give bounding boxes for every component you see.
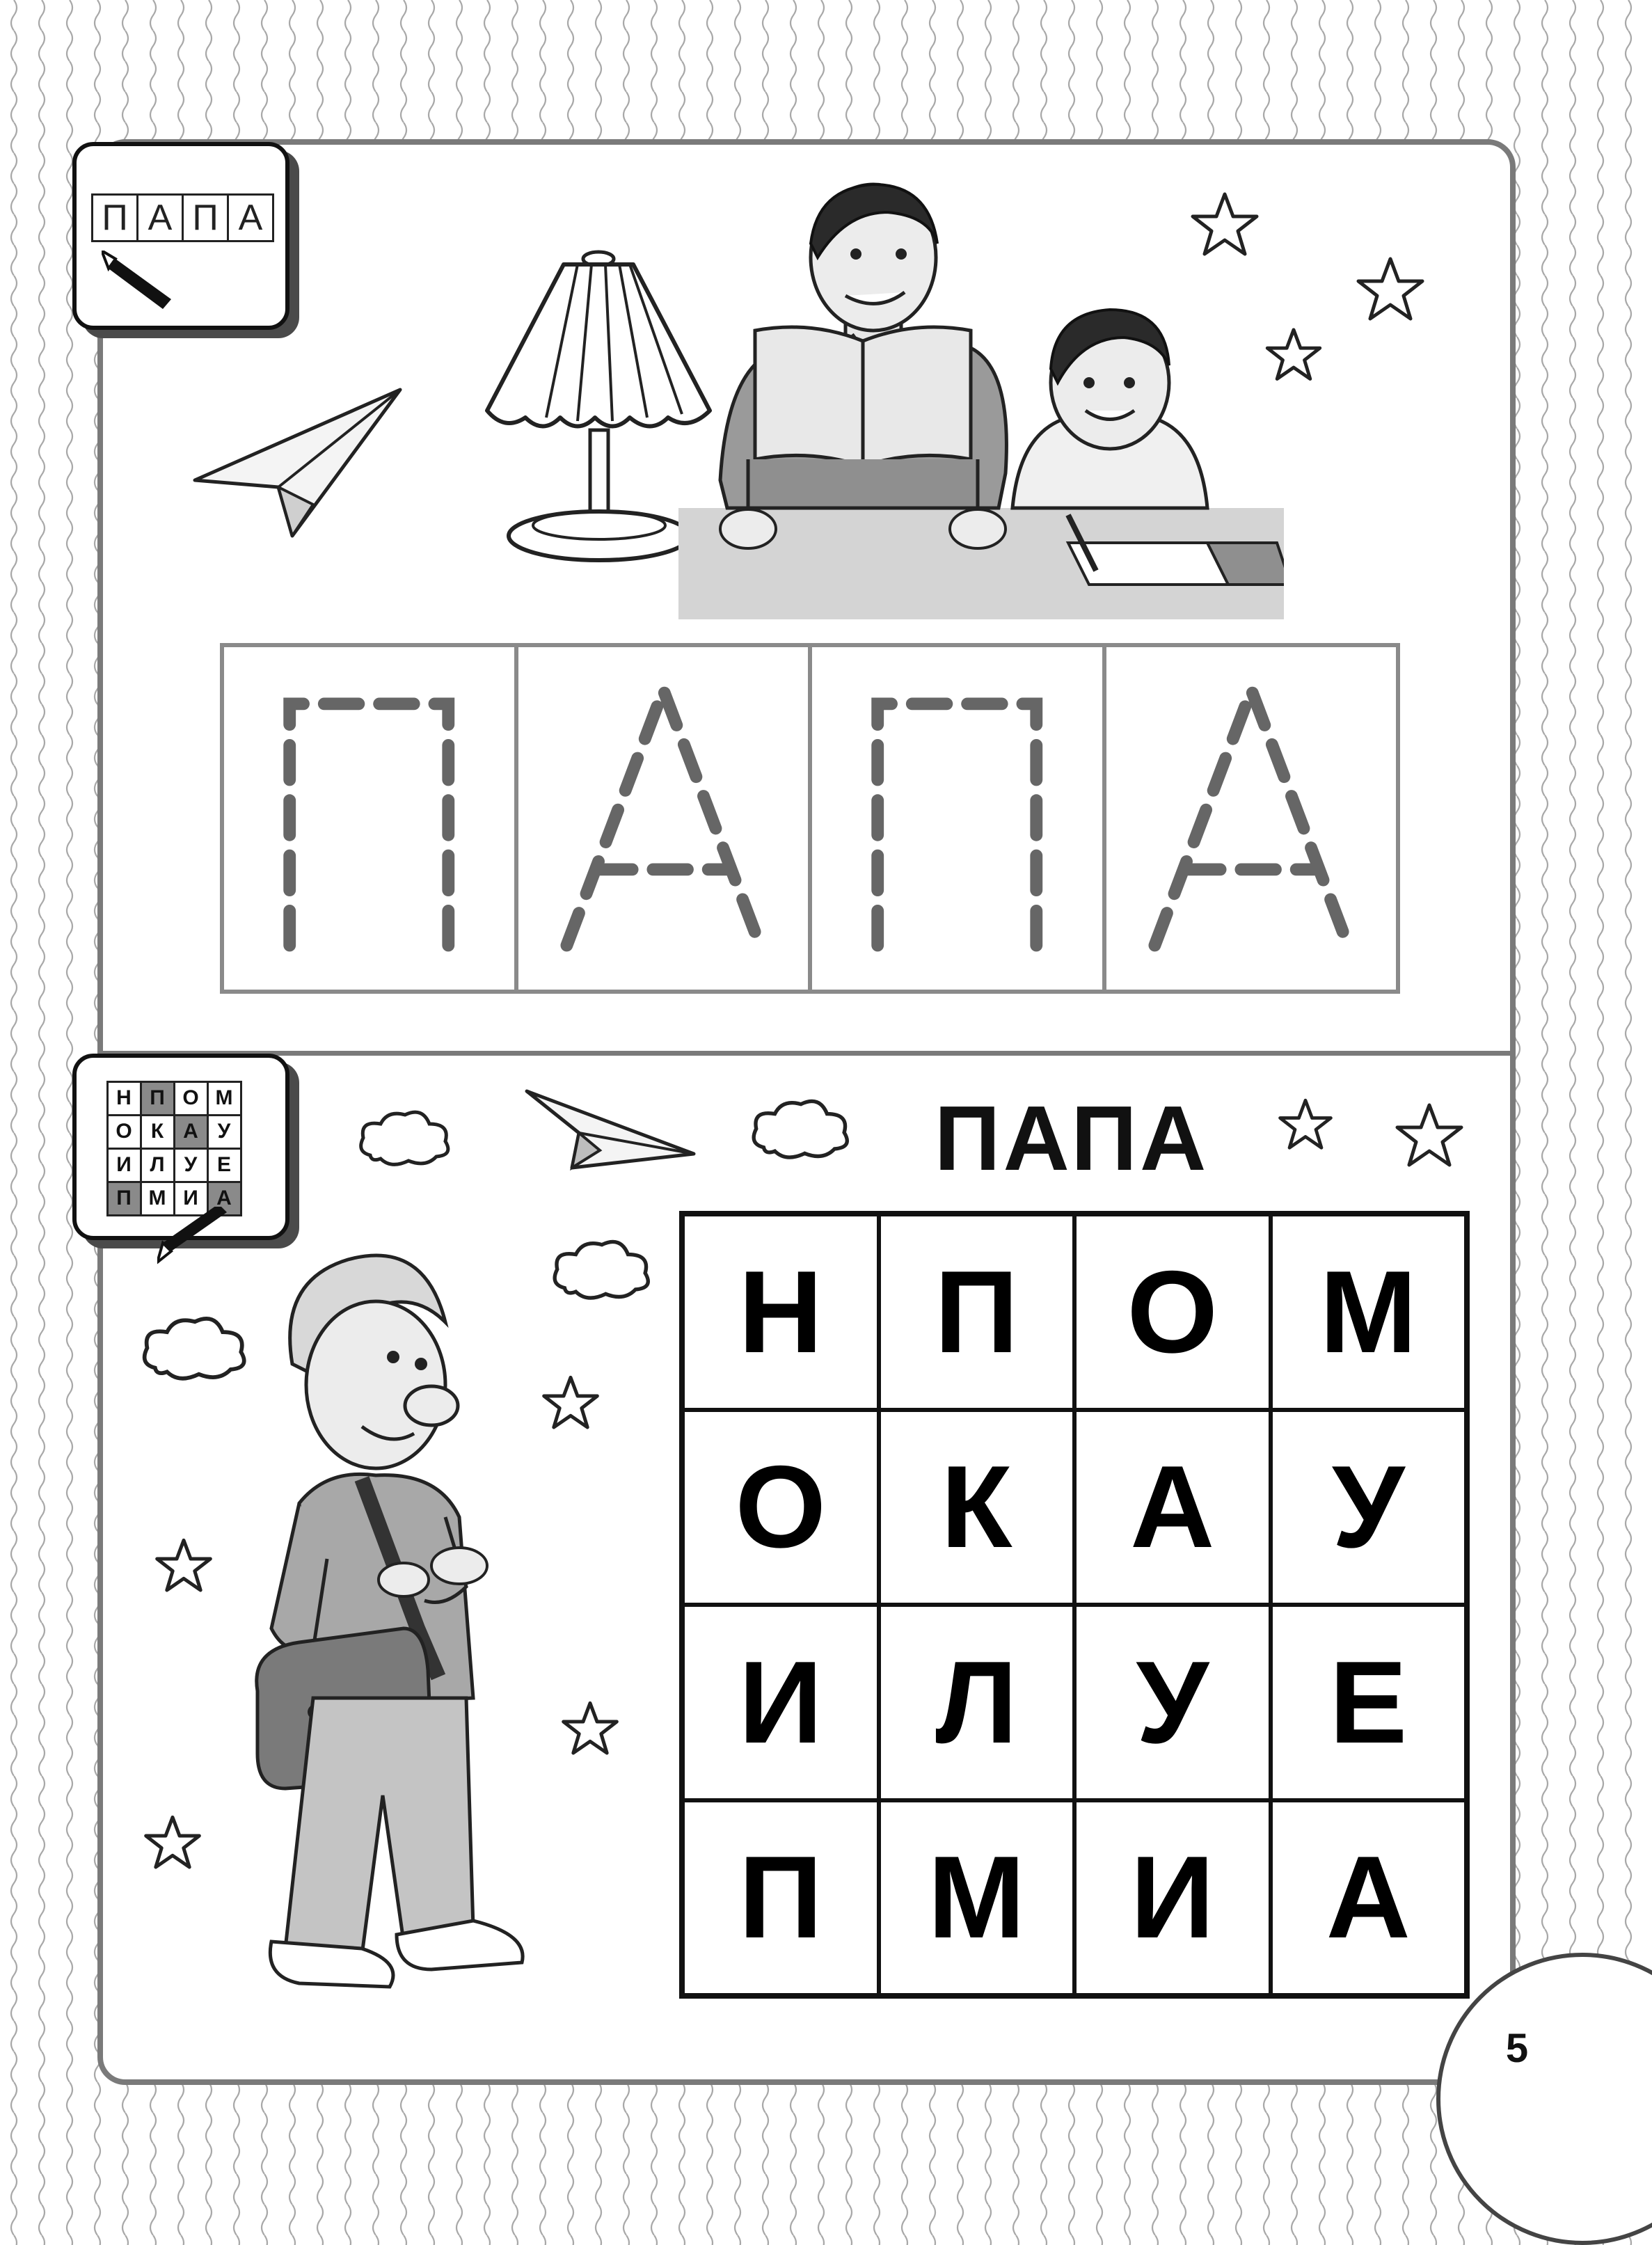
task-badge-word-search — [72, 1054, 289, 1240]
grid-cell[interactable]: П — [879, 1214, 1075, 1410]
pencil-icon — [157, 1207, 241, 1269]
page-number: 5 — [1505, 2026, 1529, 2071]
star-icon — [143, 1815, 202, 1871]
mini-cell: О — [106, 1114, 142, 1150]
grid-cell[interactable]: А — [1074, 1410, 1271, 1605]
mini-letter-grid — [107, 1081, 241, 1215]
star-icon — [154, 1538, 213, 1594]
mini-cell: И — [106, 1148, 142, 1183]
mini-letter: П — [182, 193, 229, 242]
pencil-icon — [102, 251, 185, 313]
star-icon — [1356, 256, 1425, 323]
paper-plane-illustration — [188, 383, 411, 550]
mini-cell: М — [140, 1181, 175, 1216]
trace-cell[interactable] — [518, 647, 813, 990]
mini-cell: Е — [207, 1148, 242, 1183]
mini-cell-highlighted: П — [106, 1181, 142, 1216]
star-icon — [1265, 327, 1322, 383]
mini-letter: П — [91, 193, 138, 242]
grid-cell[interactable]: Е — [1271, 1605, 1467, 1800]
grid-cell[interactable]: О — [1074, 1214, 1271, 1410]
grid-cell[interactable]: О — [683, 1410, 879, 1605]
mini-cell: Н — [106, 1081, 142, 1116]
grid-cell[interactable]: Н — [683, 1214, 879, 1410]
trace-letter-p — [812, 647, 1102, 990]
mini-cell-highlighted: А — [173, 1114, 209, 1150]
grid-cell[interactable]: П — [683, 1800, 879, 1996]
mini-letter: А — [227, 193, 274, 242]
mini-cell: М — [207, 1081, 242, 1116]
section-divider — [102, 1051, 1511, 1056]
trace-cell[interactable] — [812, 647, 1106, 990]
star-icon — [1190, 191, 1260, 258]
mini-letter: А — [136, 193, 184, 242]
mini-cell-highlighted: П — [140, 1081, 175, 1116]
star-icon — [1395, 1102, 1464, 1169]
mini-cell: У — [207, 1114, 242, 1150]
grid-cell[interactable]: У — [1074, 1605, 1271, 1800]
letter-search-grid — [679, 1211, 1470, 1999]
paper-plane-illustration — [523, 1084, 697, 1175]
trace-letter-a — [518, 647, 809, 990]
grid-cell[interactable]: М — [1271, 1214, 1467, 1410]
grid-cell[interactable]: М — [879, 1800, 1075, 1996]
mini-cell: И — [173, 1181, 209, 1216]
mini-cell: Л — [140, 1148, 175, 1183]
task-badge-write-word — [72, 142, 289, 330]
cloud-icon — [356, 1106, 454, 1169]
grid-cell[interactable]: У — [1271, 1410, 1467, 1605]
cloud-icon — [749, 1094, 853, 1164]
walking-man-illustration — [244, 1239, 585, 2004]
target-word-title: ПАПА — [934, 1087, 1209, 1189]
trace-cell[interactable] — [1106, 647, 1397, 990]
grid-cell[interactable]: И — [1074, 1800, 1271, 1996]
mini-cell: К — [140, 1114, 175, 1150]
mini-cell: У — [173, 1148, 209, 1183]
mini-word — [93, 193, 274, 242]
grid-cell[interactable]: А — [1271, 1800, 1467, 1996]
mini-cell-highlighted: А — [207, 1181, 242, 1216]
trace-letter-p — [224, 647, 514, 990]
mini-cell: О — [173, 1081, 209, 1116]
cloud-icon — [139, 1311, 251, 1385]
trace-letter-a — [1106, 647, 1397, 990]
grid-cell[interactable]: К — [879, 1410, 1075, 1605]
letter-tracing-row — [220, 643, 1400, 994]
grid-cell[interactable]: И — [683, 1605, 879, 1800]
trace-cell[interactable] — [224, 647, 518, 990]
grid-cell[interactable]: Л — [879, 1605, 1075, 1800]
star-icon — [1278, 1098, 1333, 1151]
